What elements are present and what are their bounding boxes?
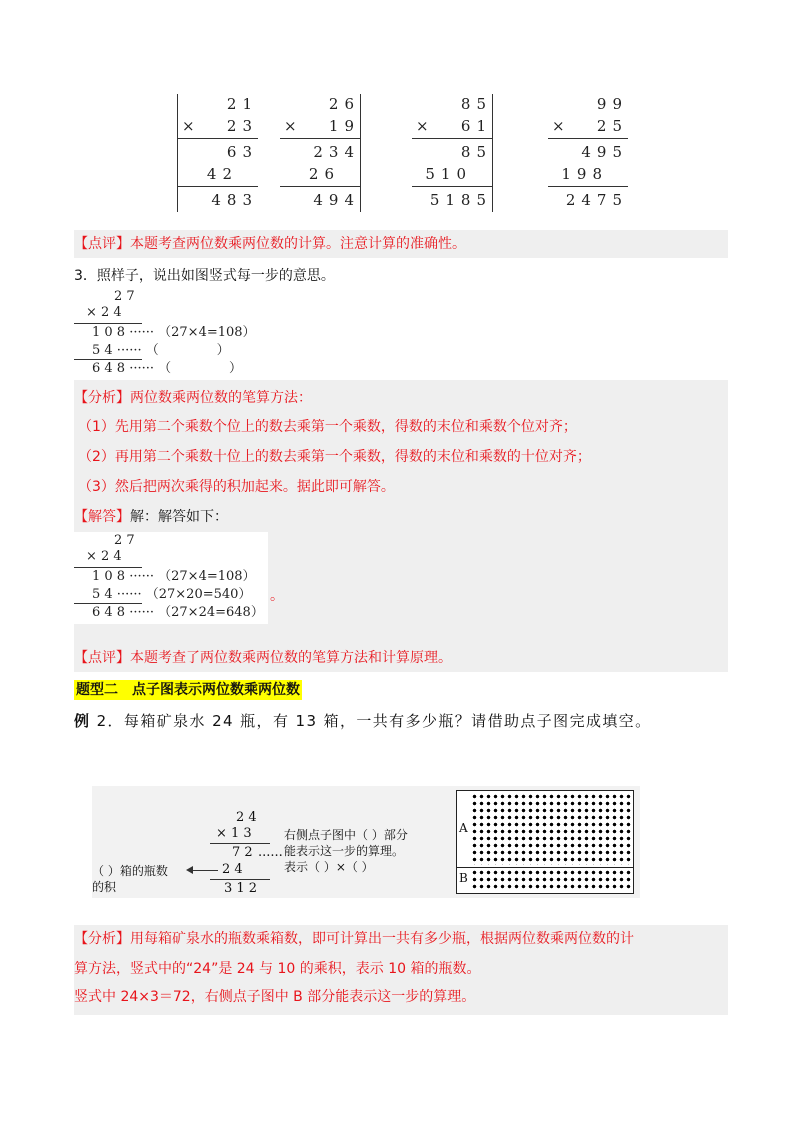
fig-dots: ...... bbox=[258, 845, 283, 860]
calc-line-2: × 2 4 bbox=[86, 305, 122, 320]
fig-line-5: 3 1 2 bbox=[224, 881, 258, 896]
fig-line-1: 2 4 bbox=[236, 810, 257, 825]
calc-line-2: × 2 4 bbox=[86, 549, 122, 564]
image-edge bbox=[360, 94, 361, 212]
multiplication-row bbox=[0, 0, 800, 215]
section-label-b: B bbox=[459, 871, 468, 885]
multiplier: 23 bbox=[226, 117, 258, 135]
multiplicand: 85 bbox=[460, 95, 492, 113]
partial-product-1: 63 bbox=[226, 143, 258, 161]
analysis-block-2 bbox=[74, 925, 728, 1015]
fig-rule bbox=[210, 879, 270, 880]
result: 483 bbox=[211, 191, 258, 209]
answer-line bbox=[74, 507, 228, 527]
analysis-text: 两位数乘两位数的笔算方法： bbox=[130, 390, 312, 406]
analysis-tag: 【分析】 bbox=[74, 931, 130, 947]
analysis-step-3: （3）然后把两次乘得的积加起来。据此即可解答。 bbox=[78, 479, 395, 495]
example-2 bbox=[74, 710, 652, 732]
arrow-left-icon bbox=[186, 866, 193, 874]
multiplicand: 99 bbox=[596, 95, 628, 113]
comment-block-1 bbox=[74, 230, 728, 258]
rule bbox=[178, 138, 258, 139]
rule bbox=[548, 186, 628, 187]
times-sign: × bbox=[284, 117, 297, 135]
analysis2-line-2: 算方法，竖式中的“24”是 24 与 10 的乘积，表示 10 箱的瓶数。 bbox=[74, 961, 481, 977]
answer-vertical-calc bbox=[74, 532, 268, 624]
calc-line-1: 2 7 bbox=[114, 533, 135, 548]
dot-grid bbox=[456, 790, 634, 894]
analysis2-line-1 bbox=[74, 929, 634, 949]
multiplier: 19 bbox=[328, 117, 360, 135]
type2-heading bbox=[74, 680, 302, 700]
example-vertical-calc bbox=[74, 288, 274, 378]
result: 2475 bbox=[565, 191, 628, 209]
calc-line-3: 1 0 8 ······ （27×4=108） bbox=[92, 325, 256, 340]
partial-product-2: 198 bbox=[561, 165, 608, 183]
partial-product-2: 510 bbox=[425, 165, 472, 183]
times-sign: × bbox=[416, 117, 429, 135]
fig-right-2: 能表示这一步的算理。 bbox=[284, 844, 405, 858]
result: 494 bbox=[313, 191, 360, 209]
partial-product-2: 42 bbox=[206, 165, 238, 183]
calc-line-4: 5 4 ······ （27×20=540） bbox=[92, 587, 252, 602]
analysis-line-0 bbox=[74, 388, 312, 408]
fig-line-3: 7 2 bbox=[232, 845, 253, 860]
partial-product-1: 234 bbox=[313, 143, 360, 161]
section-label-a: A bbox=[459, 821, 468, 835]
partial-product-1: 495 bbox=[581, 143, 628, 161]
rule bbox=[280, 186, 360, 187]
calc-line-5: 6 4 8 ······ （27×24=648） bbox=[92, 605, 264, 620]
dots-section-b bbox=[471, 869, 631, 891]
dot-diagram-figure bbox=[92, 786, 640, 898]
image-edge bbox=[492, 94, 493, 212]
times-sign: × bbox=[182, 117, 195, 135]
answer-period: 。 bbox=[270, 588, 284, 604]
fig-left-2: 的积 bbox=[92, 880, 117, 894]
multiplier: 61 bbox=[460, 117, 492, 135]
calc-line-3: 1 0 8 ······ （27×4=108） bbox=[92, 569, 256, 584]
rule bbox=[178, 186, 258, 187]
type2-title: 题型二 点子图表示两位数乘两位数 bbox=[76, 682, 300, 698]
comment-tag: 【点评】 bbox=[74, 236, 130, 252]
analysis-tag: 【分析】 bbox=[74, 390, 130, 406]
fig-line-2: × 1 3 bbox=[216, 826, 252, 841]
example-label: 例 bbox=[74, 712, 91, 730]
fig-rule bbox=[210, 843, 270, 844]
analysis2-line-3: 竖式中 24×3＝72，右侧点子图中 B 部分能表示这一步的算理。 bbox=[74, 989, 476, 1005]
calc-line-5: 6 4 8 ······ （ ） bbox=[92, 361, 242, 376]
fig-left-1: （ ）箱的瓶数 bbox=[92, 864, 168, 878]
rule bbox=[412, 138, 492, 139]
analysis-step-2: （2）再用第二个乘数十位上的数去乘第一个乘数，得数的末位和乘数的十位对齐； bbox=[78, 449, 591, 465]
calc-line-1: 2 7 bbox=[114, 289, 135, 304]
rule bbox=[412, 186, 492, 187]
multiplier: 25 bbox=[596, 117, 628, 135]
comment-tag: 【点评】 bbox=[74, 650, 130, 666]
comment-text: 本题考查两位数乘两位数的计算。注意计算的准确性。 bbox=[130, 236, 466, 252]
dots-section-a bbox=[471, 793, 631, 865]
multiplicand: 21 bbox=[226, 95, 258, 113]
fig-right-3: 表示（ ）×（ ） bbox=[284, 860, 374, 874]
analysis-text: 用每箱矿泉水的瓶数乘箱数，即可计算出一共有多少瓶，根据两位数乘两位数的计 bbox=[130, 931, 634, 947]
partial-product-1: 85 bbox=[460, 143, 492, 161]
calc-line-4: 5 4 ······ （ ） bbox=[92, 343, 230, 358]
question-3-title: 3．照样子，说出如图竖式每一步的意思。 bbox=[74, 268, 335, 284]
answer-tag: 【解答】 bbox=[74, 509, 130, 525]
analysis-block-1 bbox=[74, 380, 728, 672]
multiplicand: 26 bbox=[328, 95, 360, 113]
comment-line-2 bbox=[74, 648, 452, 668]
fig-line-4: 2 4 bbox=[222, 862, 243, 877]
image-edge bbox=[177, 94, 178, 212]
analysis-step-1: （1）先用第二个乘数个位上的数去乘第一个乘数，得数的末位和乘数个位对齐； bbox=[78, 419, 577, 435]
partial-product-2: 26 bbox=[308, 165, 340, 183]
answer-text: 解：解答如下： bbox=[130, 509, 228, 525]
rule bbox=[548, 138, 628, 139]
example-text: 2．每箱矿泉水 24 瓶，有 13 箱，一共有多少瓶？请借助点子图完成填空。 bbox=[90, 712, 652, 730]
times-sign: × bbox=[552, 117, 565, 135]
section-divider bbox=[457, 867, 633, 868]
result: 5185 bbox=[429, 191, 492, 209]
fig-right-1: 右侧点子图中（ ）部分 bbox=[284, 828, 408, 842]
rule bbox=[280, 138, 360, 139]
comment-text: 本题考查了两位数乘两位数的笔算方法和计算原理。 bbox=[130, 650, 452, 666]
